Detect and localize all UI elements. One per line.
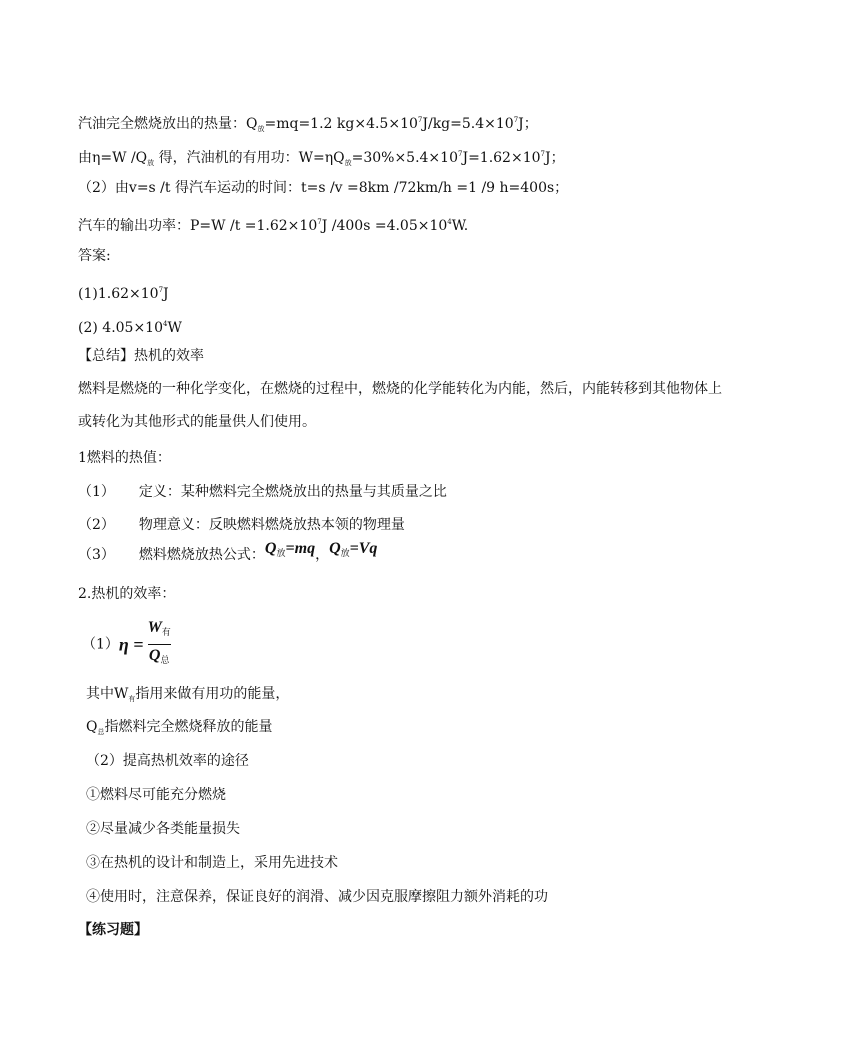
fuel-item-3 [78, 540, 377, 575]
summary-paragraph-line-2: 或转化为其他形式的能量供人们使用。 [78, 414, 316, 430]
fraction-bar [148, 644, 171, 645]
heat-formula-volume [329, 540, 377, 557]
separator: ， [315, 547, 330, 563]
item-number: （1） [82, 636, 119, 653]
item-number: （3） [78, 547, 115, 563]
method-1: ①燃料尽可能充分燃烧 [86, 787, 226, 803]
subscript: 放 [344, 159, 352, 167]
symbol: Q [329, 540, 341, 557]
item-number: （2） [78, 517, 115, 533]
superscript: 7 [540, 150, 545, 158]
text: (1)1.62×10 [78, 286, 159, 302]
text: J； [518, 116, 538, 132]
method-4: ④使用时，注意保养，保证良好的润滑、减少因克服摩擦阻力额外消耗的功 [86, 889, 548, 905]
subscript: 有 [128, 695, 136, 703]
text: =mq=1.2 kg×4.5×10 [264, 116, 418, 132]
denominator [148, 646, 171, 671]
fuel-item-2 [78, 515, 405, 535]
item-text: 物理意义：反映燃料燃烧放热本领的物理量 [138, 517, 405, 533]
subscript: 放 [257, 125, 265, 133]
text: J； [544, 150, 565, 166]
time-line: （2）由v=s /t 得汽车运动的时间：t=s /v =8km /72km/h =1 /9 h=400s； [78, 180, 569, 196]
text: J /400s =4.05×10 [321, 218, 448, 234]
total-energy-note [86, 717, 272, 742]
method-3: ③在热机的设计和制造上，采用先进技术 [86, 855, 338, 871]
symbol: =Vq [349, 540, 378, 557]
symbol: W [147, 619, 162, 636]
text: =30%×5.4×10 [351, 150, 458, 166]
method-2: ②尽量减少各类能量损失 [86, 821, 240, 837]
text: 由η=W /Q [78, 150, 148, 166]
efficiency-formula [82, 618, 171, 671]
subscript: 放 [340, 549, 350, 559]
heading-fuel-heat-value: 1燃料的热值： [78, 450, 171, 466]
heading-improve-efficiency: （2）提高热机效率的途径 [86, 753, 249, 769]
summary-title: 【总结】热机的效率 [78, 348, 204, 364]
answer-label: 答案: [78, 248, 111, 264]
text: 汽油完全燃烧放出的热量：Q [78, 116, 258, 132]
text: J [163, 286, 169, 302]
subscript: 放 [147, 159, 155, 167]
subscript: 有 [161, 628, 171, 638]
text: 汽车的输出功率：P=W /t =1.62×10 [78, 218, 318, 234]
symbol: Q [148, 647, 161, 664]
text: 指燃料完全燃烧释放的能量 [104, 719, 273, 735]
superscript: 7 [513, 116, 519, 124]
efficiency-fraction [148, 618, 171, 671]
text: Q [86, 719, 98, 735]
text: W [167, 320, 182, 336]
superscript: 7 [457, 150, 463, 158]
item-text: 燃料燃烧放热公式： [138, 547, 265, 563]
item-number: （1） [78, 484, 115, 500]
heat-released-line [78, 110, 538, 139]
text: 得，汽油机的有用功：W=ηQ [154, 150, 345, 166]
power-line [78, 212, 468, 236]
text: J/kg=5.4×10 [422, 116, 514, 132]
text: W. [451, 218, 469, 234]
symbol: =mq [285, 540, 316, 557]
heat-formula-mass [265, 540, 315, 557]
superscript: 7 [417, 116, 423, 124]
fuel-item-1 [78, 482, 447, 502]
useful-energy-note [86, 684, 289, 709]
subscript: 放 [276, 549, 286, 559]
superscript: 4 [447, 218, 452, 226]
text: 指用来做有用功的能量， [135, 686, 290, 702]
subscript: 总 [160, 656, 170, 666]
answer-2 [78, 314, 182, 338]
heading-engine-efficiency: 2.热机的效率： [78, 586, 176, 602]
subscript: 总 [97, 728, 105, 736]
eta-symbol: η = [118, 634, 144, 655]
summary-paragraph-line-1: 燃料是燃烧的一种化学变化，在燃烧的过程中，燃烧的化学能转化为内能，然后，内能转移到其他物体上 [78, 381, 722, 397]
superscript: 7 [158, 286, 164, 294]
numerator [148, 618, 171, 643]
superscript: 4 [163, 320, 168, 328]
useful-work-line [78, 144, 565, 173]
answer-1 [78, 280, 169, 304]
superscript: 7 [317, 218, 322, 226]
practice-heading: 【练习题】 [78, 922, 148, 938]
symbol: Q [264, 540, 277, 557]
item-text: 定义：某种燃料完全燃烧放出的热量与其质量之比 [138, 484, 447, 500]
text: 其中W [86, 686, 129, 702]
text: J=1.62×10 [462, 150, 541, 166]
text: (2) 4.05×10 [78, 320, 163, 336]
